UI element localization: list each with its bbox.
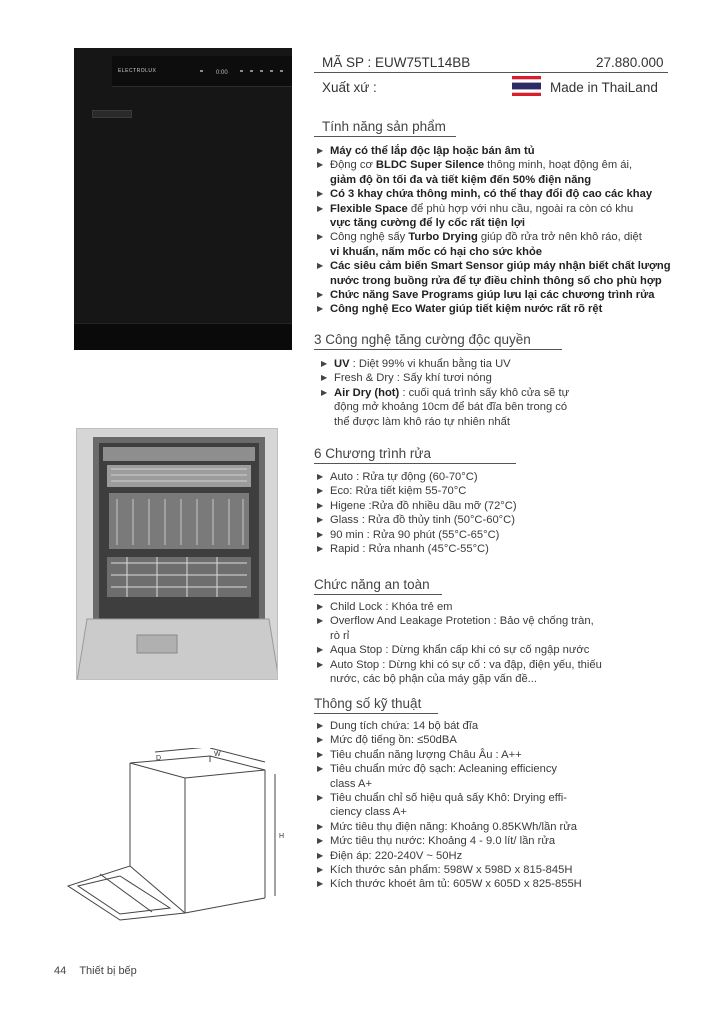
list-item [316, 600, 676, 614]
item-bold: Có 3 khay chứa thông minh, có thể thay đổi độ cao các khay [330, 188, 653, 201]
item-bold: Các siêu cảm biến Smart Sensor giúp máy nhận biết chất lượng [330, 260, 671, 273]
programs-rule [314, 463, 516, 464]
bullet-arrow-icon: ▶ [317, 865, 324, 875]
bullet-arrow-icon: ▶ [317, 529, 324, 539]
list-item [316, 877, 676, 891]
item-bold: Turbo Drying [408, 231, 478, 244]
list-item [316, 672, 676, 686]
item-text: thông minh, hoạt động êm ái, [484, 159, 633, 172]
item-bold: nước trong buồng rửa để tự điều chỉnh thông số cho phù hợp [330, 274, 662, 287]
tech-list [320, 357, 680, 429]
list-item [316, 748, 676, 762]
list-item [316, 245, 686, 259]
item-text: Kích thước sản phẩm: 598W x 598D x 815-845H [330, 864, 573, 877]
bullet-arrow-icon: ▶ [317, 602, 324, 611]
thailand-flag-icon [512, 76, 541, 96]
programs-title: 6 Chương trình rửa [314, 446, 431, 461]
bullet-arrow-icon: ▶ [317, 189, 324, 199]
programs-list [316, 470, 676, 556]
page-footer [54, 965, 137, 977]
list-item [320, 400, 680, 414]
bullet-arrow-icon: ▶ [317, 515, 324, 525]
item-text: động mở khoảng 10cm để bát đĩa bên trong có [334, 401, 568, 414]
item-text: Mức tiêu thụ điện năng: Khoảng 0.85KWh/lần rửa [330, 820, 577, 833]
header-rule [314, 72, 668, 73]
bullet-arrow-icon: ▶ [321, 359, 328, 368]
list-item [316, 805, 676, 819]
bullet-arrow-icon: ▶ [317, 764, 324, 774]
plinth [74, 323, 292, 350]
bullet-arrow-icon: ▶ [317, 616, 324, 626]
safety-rule [314, 594, 442, 595]
bullet-arrow-icon: ▶ [317, 821, 324, 831]
bullet-arrow-icon: ▶ [321, 373, 328, 383]
item-text: Tiêu chuẩn chỉ số hiệu quả sấy Khô: Drying effi- [330, 792, 567, 805]
item-text: Auto Stop : Dừng khi có sự cố : va đập, điện yếu, thiếu [330, 658, 602, 671]
list-item [320, 415, 680, 429]
bullet-arrow-icon: ▶ [317, 645, 324, 655]
item-text: Công nghệ sấy [330, 231, 409, 244]
item-text: rò rỉ [330, 629, 350, 642]
bullet-arrow-icon: ▶ [317, 836, 324, 846]
item-text: Fresh & Dry : Sấy khí tươi nóng [334, 372, 492, 385]
list-item [316, 733, 676, 747]
dim-h-label: H [279, 833, 285, 840]
bullet-arrow-icon: ▶ [317, 850, 324, 860]
bullet-arrow-icon: ▶ [317, 793, 324, 803]
item-text: giúp đồ rửa trở nên khô ráo, diệt [477, 231, 642, 244]
item-text: class A+ [330, 777, 372, 790]
bullet-arrow-icon: ▶ [317, 290, 324, 300]
item-text: Động cơ [330, 159, 376, 172]
item-text: Eco: Rửa tiết kiệm 55-70°C [330, 485, 467, 498]
item-text: 90 min : Rửa 90 phút (55°C-65°C) [330, 528, 500, 541]
item-text: Tiêu chuẩn năng lượng Châu Âu : A++ [330, 748, 522, 761]
list-item [316, 762, 676, 776]
item-text: Child Lock : Khóa trẻ em [330, 601, 453, 613]
bullet-arrow-icon: ▶ [317, 544, 324, 554]
list-item [316, 187, 686, 201]
dim-d-label: D [156, 755, 162, 762]
item-text: Overflow And Leakage Protetion : Bảo vệ chống tràn, [330, 615, 594, 628]
specs-list [316, 719, 676, 892]
item-bold: BLDC Super Silence [375, 159, 485, 172]
bullet-arrow-icon: ▶ [317, 486, 324, 496]
bullet-arrow-icon: ▶ [317, 232, 324, 242]
bullet-arrow-icon: ▶ [317, 160, 324, 170]
bullet-arrow-icon: ▶ [317, 659, 324, 669]
list-item [316, 528, 676, 542]
list-item [316, 230, 686, 244]
item-text: để phù hợp với nhu cầu, ngoài ra còn có khu [407, 202, 634, 215]
list-item [316, 470, 676, 484]
features-title: Tính năng sản phẩm [322, 119, 446, 134]
product-code: MÃ SP : EUW75TL14BB [322, 55, 471, 70]
list-item [316, 499, 676, 513]
safety-list [316, 600, 676, 686]
list-item [316, 614, 676, 628]
list-item [316, 658, 676, 672]
footer-section: Thiết bị bếp [79, 965, 137, 977]
item-bold: UV [334, 358, 350, 370]
origin-label: Xuất xứ : [322, 80, 377, 95]
dim-w-label: W [214, 751, 221, 758]
item-text: Higene :Rửa đồ nhiều dầu mỡ (72°C) [330, 499, 517, 512]
list-item [316, 863, 676, 877]
list-item [320, 371, 680, 385]
bullet-arrow-icon: ▶ [317, 203, 324, 213]
page-number: 44 [54, 965, 67, 977]
list-item [316, 820, 676, 834]
list-item [316, 158, 686, 172]
list-item [316, 302, 686, 316]
dimension-drawing [60, 748, 290, 928]
list-item [316, 791, 676, 805]
bullet-arrow-icon: ▶ [321, 387, 328, 397]
bullet-arrow-icon: ▶ [317, 500, 324, 510]
item-bold: Chức năng Save Programs giúp lưu lại các chương trình rửa [330, 289, 655, 302]
item-text: Kích thước khoét âm tủ: 605W x 605D x 825-855H [330, 878, 582, 891]
item-text: ciency class A+ [330, 806, 407, 819]
item-text: Mức độ tiếng ồn: ≤50dBA [330, 734, 457, 747]
brand-logo: ELECTROLUX [118, 68, 157, 74]
item-text: Aqua Stop : Dừng khẩn cấp khi có sự cố ngập nước [330, 644, 590, 657]
list-item [316, 643, 676, 657]
list-item [316, 216, 686, 230]
control-panel [112, 56, 292, 87]
bullet-arrow-icon: ▶ [317, 735, 324, 745]
list-item [316, 834, 676, 848]
item-text: Rapid : Rửa nhanh (45°C-55°C) [330, 543, 489, 556]
list-item [316, 777, 676, 791]
item-text: nước, các bộ phận của máy gặp vấn đề... [330, 673, 538, 686]
item-bold: Máy có thể lắp độc lập hoặc bán âm tủ [330, 145, 535, 157]
bullet-arrow-icon: ▶ [317, 304, 324, 314]
bullet-arrow-icon: ▶ [317, 879, 324, 889]
features-rule [314, 136, 456, 137]
item-text: Mức tiêu thụ nước: Khoảng 4 - 9.0 lít/ lần rửa [330, 835, 556, 848]
tech-title: 3 Công nghệ tăng cường độc quyền [314, 332, 531, 347]
display-readout: 0:00 [216, 70, 228, 76]
item-text: Điện áp: 220-240V ~ 50Hz [330, 849, 463, 862]
item-text: : cuối quá trình sấy khô cửa sẽ tự [399, 386, 570, 399]
features-list [316, 144, 686, 317]
list-item [316, 542, 676, 556]
bullet-arrow-icon: ▶ [317, 721, 324, 730]
list-item [316, 173, 686, 187]
dimension-diagram [60, 748, 290, 928]
bullet-arrow-icon: ▶ [317, 146, 324, 155]
bullet-arrow-icon: ▶ [317, 749, 324, 759]
list-item [316, 719, 676, 733]
tech-rule [314, 349, 562, 350]
item-bold: vực tăng cường để ly cốc rất tiện lợi [330, 217, 525, 230]
specs-rule [314, 713, 438, 714]
open-dishwasher-illustration [77, 429, 278, 680]
origin-value: Made in ThaiLand [550, 80, 658, 95]
list-item [316, 513, 676, 527]
list-item [316, 484, 676, 498]
item-text: thể được làm khô ráo tự nhiên nhất [334, 415, 510, 428]
list-item [320, 386, 680, 400]
list-item [316, 202, 686, 216]
item-text: Dung tích chứa: 14 bộ bát đĩa [330, 720, 479, 732]
list-item [316, 259, 686, 273]
list-item [316, 274, 686, 288]
item-text: : Diệt 99% vi khuẩn bằng tia UV [349, 358, 511, 370]
dishwasher-front-image [74, 48, 292, 350]
door-label-plate [92, 110, 132, 118]
list-item [316, 629, 676, 643]
item-bold: Flexible Space [330, 202, 408, 215]
item-bold: vi khuẩn, nấm mốc có hại cho sức khỏe [330, 245, 543, 258]
bullet-arrow-icon: ▶ [317, 472, 324, 481]
list-item [316, 849, 676, 863]
specs-title: Thông số kỹ thuật [314, 696, 422, 711]
item-text: Glass : Rửa đồ thủy tinh (50°C-60°C) [330, 514, 515, 527]
dishwasher-open-image [76, 428, 278, 680]
item-bold: Công nghệ Eco Water giúp tiết kiệm nước rất rõ rệt [330, 303, 603, 316]
bullet-arrow-icon: ▶ [317, 261, 324, 271]
item-bold: Air Dry (hot) [334, 386, 400, 399]
item-text: Auto : Rửa tự động (60-70°C) [330, 471, 478, 483]
list-item [316, 288, 686, 302]
list-item [320, 357, 680, 371]
list-item [316, 144, 686, 158]
item-bold: giảm độ ồn tối đa và tiết kiệm đến 50% điện năng [330, 173, 592, 186]
product-price: 27.880.000 [596, 55, 664, 70]
safety-title: Chức năng an toàn [314, 577, 430, 592]
item-text: Tiêu chuẩn mức độ sạch: Acleaning efficiency [330, 763, 558, 776]
